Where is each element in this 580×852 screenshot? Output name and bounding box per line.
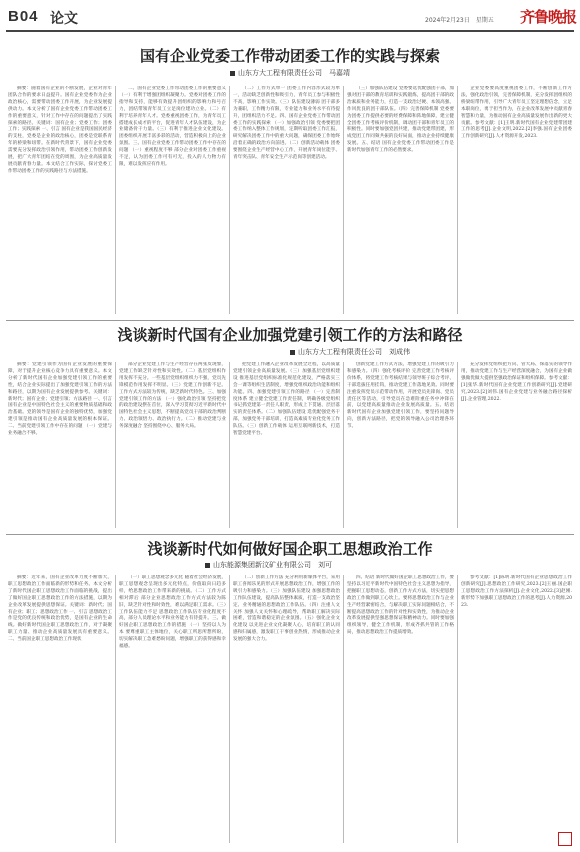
byline-square-icon (205, 563, 210, 568)
article-3-column-1 (8, 575, 112, 845)
column-divider (343, 86, 344, 314)
article-2-column-4 (347, 362, 454, 530)
article-1-text-3: （二）工作方式单一 团委工作内容形式较为单一，活动缺乏创新性和吸引力，青年员工参与积极性不高，影响工作实效。（三）队伍建设薄弱 团干部多为兼职，工作精力有限，专业能力和业务水平有待提升，团组织活力不足。四、国有企业党委工作带动团委工作的实践探索 （一）加强政治引领 党委要把团委工作纳入整体工作规划，定期听取团委工作汇报，研究解决团委工作中的重大问题，确保团委工作始终沿着正确的政治方向前进。（二）创新活动载体 团委要围绕企业生产经营中心工作，开展青年岗位能手、青年突击队、青年安全生产示范岗等创建活动。 (233, 86, 340, 161)
article-3-text-3: （二）创新工作方法 充分利用新媒体平台，采用职工喜闻乐见的形式开展思想政治工作，增强工作的吸引力和感染力。（三）加强队伍建设 加强思想政治工作队伍建设，提高队伍整体素质，打造一支政治坚定、业务精通的思想政治工作队伍。（四）注重人文关怀 加强人文关怀和心理疏导，帮助职工解决实际困难，营造和谐稳定的企业氛围。（五）强化企业文化建设 以先进企业文化凝聚人心，培育职工的认同感和归属感，激发职工干事创业热情，形成推动企业发展的强大合力。 (233, 575, 340, 643)
article-2-column-5 (461, 362, 572, 530)
page-header (0, 0, 580, 30)
article-1-text-5: 企业党委要高度重视团委工作，不断创新工作方法，强化政治引领，完善保障机制，充分发挥团组织的桥梁纽带作用，引导广大青年员工坚定理想信念，立足本职岗位，勇于担当作为，在企业改革发展中贡献青春智慧和力量，为推动国有企业高质量发展作出新的更大贡献。参考文献：[1]王明.新时代国有企业党建带团建工作的思考[J].企业文明,2022.[2]李强.国有企业团委工作创新研究[J].人才资源开发,2023. (461, 86, 572, 140)
article-2-text-1: 摘要：党建引领作为国有企业发展的重要保障，对于提升企业核心竞争力具有重要意义。本文分析了新时代国有企业加强党建引领工作的重要性，结合企业实际提出了加强党建引领工作的方法和路径，以期为国有企业发展提供参考。关键词：新时代；国有企业；党建引领；方法路径 一、引言 国有企业是中国特色社会主义的重要物质基础和政治基础。党的领导是国有企业的独特优势，加强党建引领是推动国有企业高质量发展的根本保证。二、当前党建引领工作中存在的问题 （一）党建与业务融合不够。 (8, 362, 112, 437)
byline-square-icon (230, 71, 235, 76)
column-divider (457, 362, 458, 528)
article-divider (6, 320, 574, 321)
article-2-column-1 (8, 362, 112, 530)
article-2-text-4: 创新党建工作方式方法，增强党建工作的吸引力和感染力。（四）强化考核评价 完善党建工作考核评价体系，将党建工作考核结果与领导班子综合考评、干部选拔任用挂钩，推动党建工作落地见效。同时要注重发挥党员示范带动作用，开展党员先锋岗、党员责任区等活动，引导党员在急难险重任务中冲锋在前，以党建高质量推动企业发展高质量。五、结语 新时代国有企业加强党建引领工作，要坚持问题导向，创新方法路径，把党的领导融入公司治理各环节。 (347, 362, 454, 430)
article-3-text-4: 四、结语 新时代做好国企职工思想政治工作，要坚持以习近平新时代中国特色社会主义思想为指导，把握职工思想动态，创新工作方式方法，切实把思想政治工作做到职工心坎上。要将思想政治工作与企业生产经营紧密结合，与解决职工实际问题相结合，不断提高思想政治工作的针对性和实效性，为推动企业改革发展提供坚强思想保证和精神动力。同时要加强组织领导，健全工作机制，形成齐抓共管的工作格局，推动思想政治工作提质增效。 (347, 575, 454, 636)
article-1-author: 山东方大工程有限责任公司 马嘉靖 (238, 69, 350, 77)
article-3-column-3 (233, 575, 340, 845)
newspaper-logo: 齐鲁晚报 (520, 8, 577, 26)
column-divider (115, 86, 116, 314)
article-2-column-3 (233, 362, 340, 530)
article-1-text-4: （三）加强队伍建设 党委要选优配强团干部，加强对团干部的教育培训和实践锻炼，提高团干部的政治素质和业务能力，打造一支政治过硬、本领高强、作风优良的团干部队伍。（四）完善保障机制 党委要为团委工作提供必要的经费保障和阵地保障，建立健全团委工作考核评价机制，调动团干部和青年员工的积极性。同时要加强党团共建，推动党建带团建，形成党团工作同频共振的良好局面，推动企业持续健康发展。五、结语 国有企业党委工作带动团委工作是新时代加强青年工作的必然要求。 (347, 86, 454, 154)
column-divider (457, 86, 458, 314)
article-2-text-3: 把党建工作融入企业改革发展全过程，以高质量党建引领企业高质量发展。（三）加强基层党组织建设 推进基层党组织标准化规范化建设，严格落实三会一课等组织生活制度，增强党组织政治功能和组织功能。四、加强党建引领工作的路径 （一）完善制度体系 建立健全党建工作责任制，明确各级党组织书记抓党建第一责任人职责，形成上下贯通、层层落实的责任体系。（二）加强队伍建设 选优配强党务干部，加强党务干部培训，打造高素质专业化党务工作队伍。（三）创新工作载体 运用互联网新技术，打造智慧党建平台。 (233, 362, 340, 437)
article-1-column-3 (233, 86, 340, 316)
article-2-text-2: 部分企业党建工作与生产经营存在两张皮现象，党建工作缺乏针对性和实效性。（二）基层党组织作用发挥不充分。一些基层党组织组织力不强，党员先锋模范作用发挥不明显。（三）党建工作创新不足。工作方式方法较为传统，缺乏新时代特色。三、加强党建引领工作的方法 （一）强化政治引领 坚持把党的政治建设摆在首位，深入学习贯彻习近平新时代中国特色社会主义思想，不断提高党员干部的政治判断力、政治领悟力、政治执行力。（二）推动党建与业务深度融合 坚持围绕中心、服务大局。 (119, 362, 226, 430)
issue-date: 2024年2月23日 星期五 (425, 17, 494, 24)
article-2-byline (290, 347, 410, 357)
column-divider (343, 362, 344, 528)
byline-square-icon (290, 350, 295, 355)
article-1-text-2: 二、国有企业党委工作带动团委工作的重要意义 （一）有利于增强团组织凝聚力。党委对团委工作的指导和支持，能够有效提升团组织的影响力和号召力，团结带领青年员工立足岗位建功立业。（二）有利于培养青年人才。党委重视团委工作，为青年员工搭建成长成才的平台，促进青年人才队伍建设，为企业储备骨干力量。（三）有利于推进企业文化建设。团委组织开展丰富多彩的活动，营造积极向上的企业氛围。三、国有企业党委工作带动团委工作中存在的问题 （一）重视程度不够 部分企业对团委工作重视不足，认为团委工作可有可无，投入的人力物力有限，难以发挥应有作用。 (119, 86, 226, 167)
corner-marker-icon (558, 832, 572, 846)
header-rule (6, 30, 574, 32)
article-2-author: 山东方大工程有限责任公司 刘成伟 (298, 348, 410, 356)
column-divider (229, 86, 230, 314)
article-3-title: 浅谈新时代如何做好国企职工思想政治工作 (147, 540, 433, 558)
article-1-title: 国有企业党委工作带动团委工作的实践与探索 (139, 47, 440, 65)
article-1-text-1: 摘要：随着国有企业的不断发展，企业对青年团队合作的要求日益提升。国有企业党委作为企业政治核心，需要带动团委工作开展，为企业发展提供动力。本文分析了国有企业党委工作带动团委工作的重要意义，针对工作中存在的问题提出了实践探索的路径。关键词：国有企业；党委工作；团委工作；实践探索 一、引言 国有企业是我国国民经济的支柱，党委是企业的政治核心，团委是党联系青年的桥梁和纽带。在新时代背景下，国有企业党委需要充分发挥政治引领作用，带动团委工作创新发展，把广大青年团结在党的周围，为企业高质量发展贡献青春力量。本文结合工作实际，探讨党委工作带动团委工作的实践路径与方法措施。 (8, 86, 112, 174)
article-2-text-5: 充分发挥党组织把方向、管大局、保落实的领导作用，推动党建工作与生产经营深度融合，为国有企业做强做优做大提供坚强政治保证和组织保障。参考文献：[1]张华.新时代国有企业党建工作创新研究[J].党建研究,2023.[2]刘伟.国有企业党建与业务融合路径探析[J].企业管理,2022. (461, 362, 572, 402)
article-divider (6, 534, 574, 535)
column-divider (457, 575, 458, 843)
article-1-column-2 (119, 86, 226, 316)
article-3-text-2: （一）职工思想观念多元化 随着社会经济发展，职工思想观念呈现出多元化特点，价值取向日趋多样，给思想政治工作带来新的挑战。（二）工作方式相对滞后 部分企业思想政治工作方式方法较为陈旧，缺乏针对性和时效性，难以满足职工需求。（三）工作队伍能力不足 思想政治工作队伍专业化程度不高，部分人员理论水平和业务能力有待提升。三、做好国企职工思想政治工作的措施 （一）坚持以人为本 要尊重职工主体地位，关心职工所思所想所盼，切实解决职工急难愁盼问题，增强职工的获得感和幸福感。 (119, 575, 226, 650)
page-number: B04 (8, 8, 39, 25)
article-3-column-4 (347, 575, 454, 845)
article-3-byline (205, 560, 332, 570)
article-3-column-5 (461, 575, 572, 845)
article-3-column-2 (119, 575, 226, 845)
article-2-title: 浅谈新时代国有企业加强党建引领工作的方法和路径 (117, 326, 463, 344)
article-1-column-5 (461, 86, 572, 316)
column-divider (115, 362, 116, 528)
article-3-text-5: 参考文献：[1]陈明.新时代国有企业思想政治工作创新研究[J].思想政治工作研究,2023.[2]王丽.国企职工思想政治工作方法探析[J].企业文化,2022.[3]赵刚.新形势下加强职工思想政治工作的思考[J].人力资源,2023. (461, 575, 572, 608)
column-divider (229, 362, 230, 528)
column-divider (229, 575, 230, 843)
article-3-text-1: 摘要：近年来，国有企业改革力度不断加大，职工思想政治工作面临新的形势和任务。本文分析了新时代国企职工思想政治工作面临的挑战，提出了做好国企职工思想政治工作的方法措施，以期为企业改革发展提供思想保证。关键词：新时代；国有企业；职工；思想政治工作 一、引言 思想政治工作是党的优良传统和政治优势，是国有企业的生命线。做好新时代国企职工思想政治工作，对于凝聚职工力量、推动企业高质量发展具有重要意义。二、当前国企职工思想政治工作现状 (8, 575, 112, 643)
article-1-column-4 (347, 86, 454, 316)
column-divider (115, 575, 116, 843)
section-name: 论文 (50, 11, 78, 27)
article-3-author: 山东能源集团新汶矿业有限公司 刘可 (213, 561, 332, 569)
article-1-column-1 (8, 86, 112, 316)
column-divider (343, 575, 344, 843)
article-2-column-2 (119, 362, 226, 530)
article-1-byline (230, 68, 350, 78)
